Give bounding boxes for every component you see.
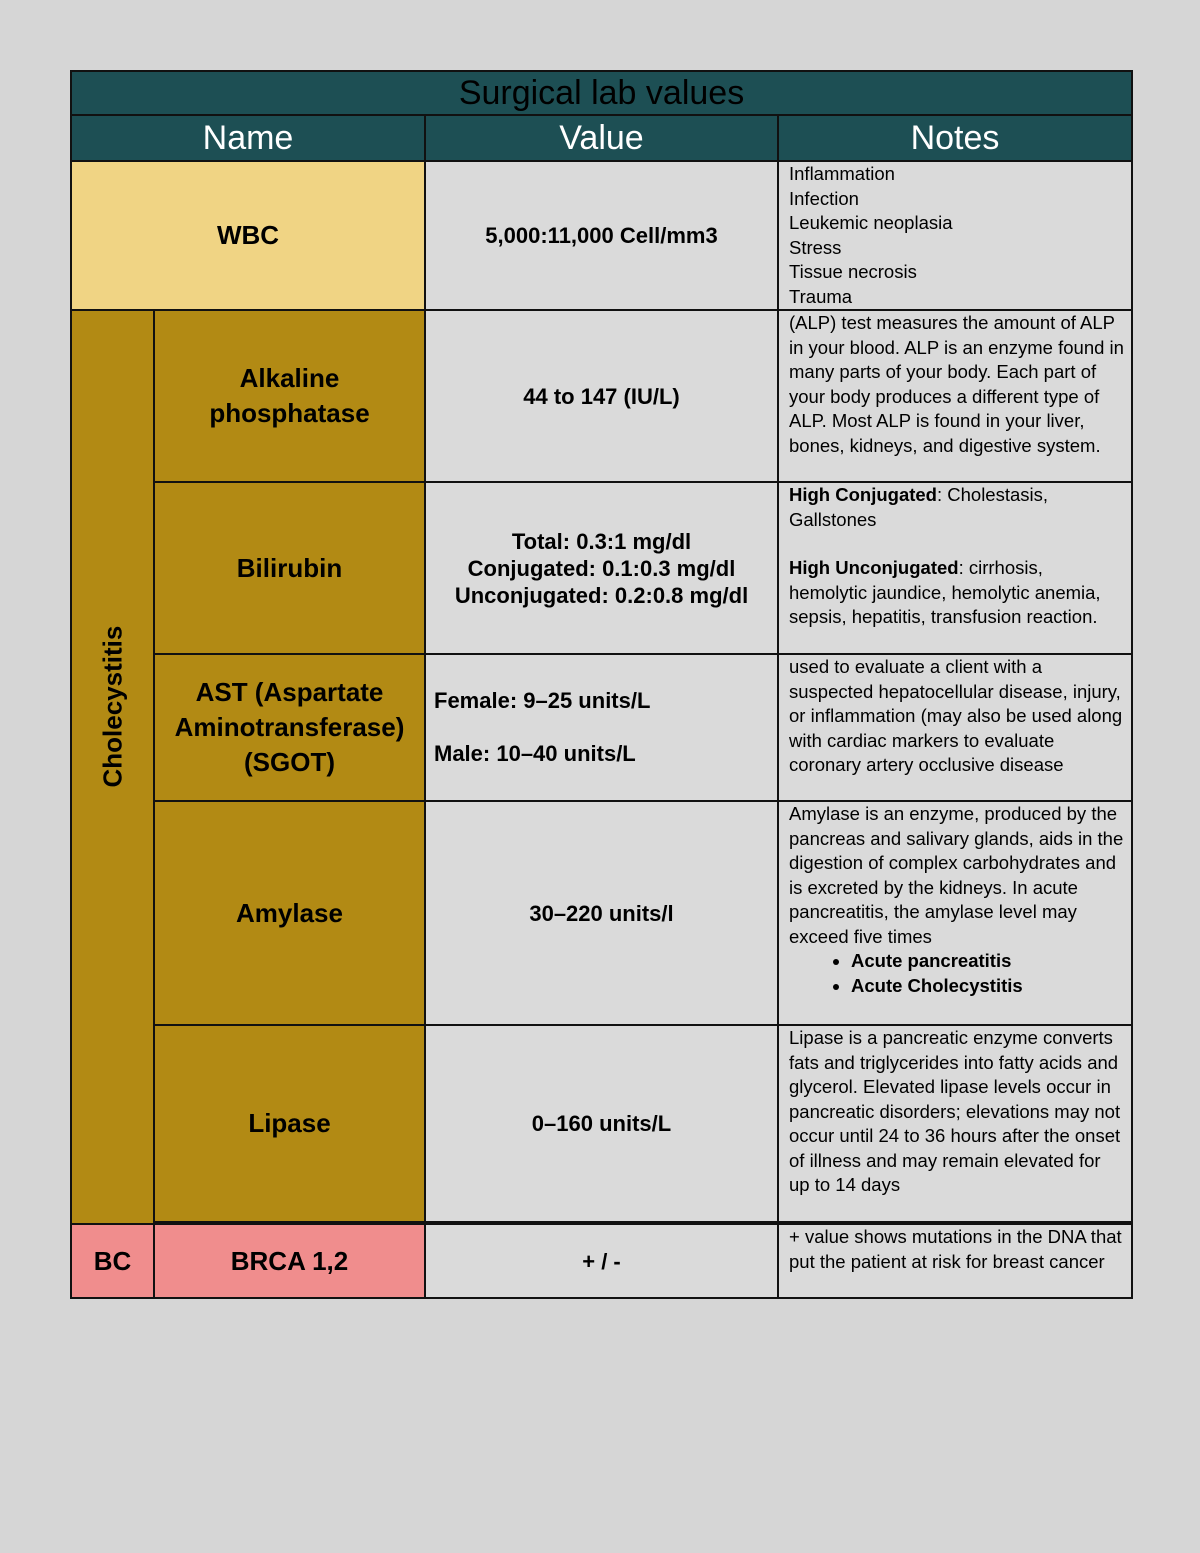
alp-value: 44 to 147 (IU/L) bbox=[425, 310, 778, 482]
group-label-cholecystitis: Cholecystitis bbox=[71, 310, 154, 1224]
alp-name: Alkaline phosphatase bbox=[154, 310, 425, 482]
table-row-bilirubin bbox=[71, 482, 1132, 654]
wbc-notes: Inflammation Infection Leukemic neoplasia Stress Tissue necrosis Trauma bbox=[778, 161, 1132, 310]
bilirubin-name: Bilirubin bbox=[154, 482, 425, 654]
ast-value: Female: 9–25 units/L Male: 10–40 units/L bbox=[425, 654, 778, 801]
lab-values-table bbox=[70, 70, 1133, 1299]
bilirubin-value: Total: 0.3:1 mg/dl Conjugated: 0.1:0.3 mg/dl Unconjugated: 0.2:0.8 mg/dl bbox=[425, 482, 778, 654]
amylase-value: 30–220 units/l bbox=[425, 801, 778, 1025]
bilirubin-notes: High Conjugated: Cholestasis, Gallstones High Unconjugated: cirrhosis, hemolytic jaundice, hemolytic anemia, sepsis, hepatitis, transfusion reaction. bbox=[778, 482, 1132, 654]
header-name: Name bbox=[71, 115, 425, 161]
wbc-value: 5,000:11,000 Cell/mm3 bbox=[425, 161, 778, 310]
table-row-lipase bbox=[71, 1025, 1132, 1222]
table-row-wbc bbox=[71, 161, 1132, 310]
table-title: Surgical lab values bbox=[71, 71, 1132, 115]
wbc-name: WBC bbox=[71, 161, 425, 310]
header-row bbox=[71, 115, 1132, 161]
header-notes: Notes bbox=[778, 115, 1132, 161]
lipase-name: Lipase bbox=[154, 1025, 425, 1222]
brca-group: BC bbox=[71, 1224, 154, 1298]
table-row-alp bbox=[71, 310, 1132, 482]
amylase-name: Amylase bbox=[154, 801, 425, 1025]
ast-notes: used to evaluate a client with a suspected hepatocellular disease, injury, or inflammation (may also be used along with cardiac markers to evaluate coronary artery occlusive disease bbox=[778, 654, 1132, 801]
table-row-amylase bbox=[71, 801, 1132, 1025]
table-row-brca bbox=[71, 1224, 1132, 1298]
brca-name: BRCA 1,2 bbox=[154, 1224, 425, 1298]
lipase-value: 0–160 units/L bbox=[425, 1025, 778, 1222]
table-row-ast bbox=[71, 654, 1132, 801]
header-value: Value bbox=[425, 115, 778, 161]
amylase-notes: Amylase is an enzyme, produced by the pancreas and salivary glands, aids in the digestion of complex carbohydrates and is excreted by the kidneys. In acute pancreatitis, the amylase level may exceed five times • Acute pancreatitis • Acute Cholecystitis bbox=[778, 801, 1132, 1025]
alp-notes: (ALP) test measures the amount of ALP in your blood. ALP is an enzyme found in many parts of your body. Each part of your body produces a different type of ALP. Most ALP is found in your liver, bones, kidneys, and digestive system. bbox=[778, 310, 1132, 482]
amylase-bullets: • Acute pancreatitis • Acute Cholecystitis bbox=[789, 949, 1125, 998]
brca-value: + / - bbox=[425, 1224, 778, 1298]
ast-name: AST (Aspartate Aminotransferase) (SGOT) bbox=[154, 654, 425, 801]
lipase-notes: Lipase is a pancreatic enzyme converts fats and triglycerides into fatty acids and glycerol. Elevated lipase levels occur in pancreatic disorders; elevations may not occur until 24 to 36 hours after the onset of illness and may remain elevated for up to 14 days bbox=[778, 1025, 1132, 1222]
brca-notes: + value shows mutations in the DNA that put the patient at risk for breast cancer bbox=[778, 1224, 1132, 1298]
